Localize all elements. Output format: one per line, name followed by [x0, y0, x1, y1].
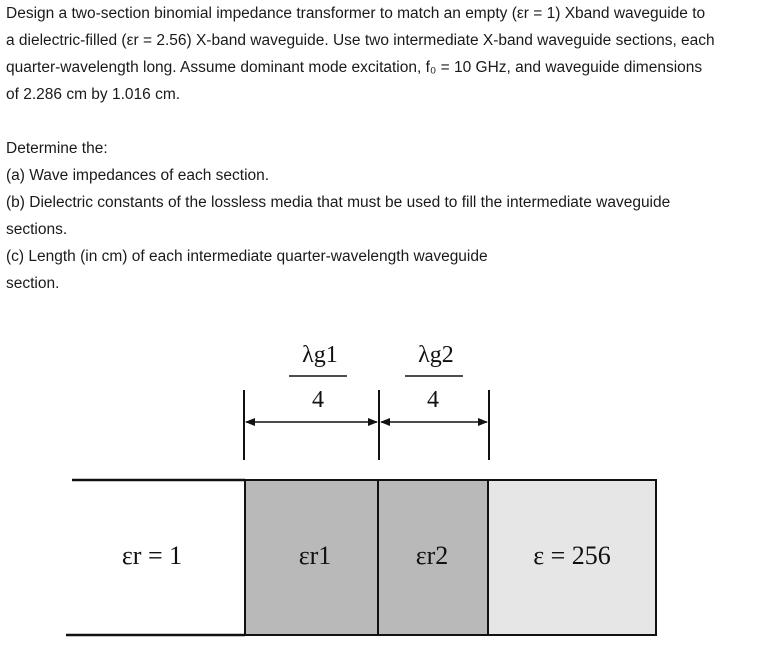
- problem-statement-line-4: of 2.286 cm by 1.016 cm.: [6, 86, 181, 103]
- problem-text: [6, 0, 776, 297]
- lambda-g2-label: λg2: [418, 342, 454, 368]
- lambda-g1-denominator: 4: [312, 387, 324, 413]
- lambda-g2-denominator: 4: [427, 387, 439, 413]
- region-1-permittivity-label: εr = 1: [121, 541, 183, 570]
- problem-statement-line-2: a dielectric-filled (εr = 2.56) X-band waveguide. Use two intermediate X-band waveguide sections, each: [6, 32, 715, 49]
- section-1-permittivity-label: εr1: [298, 541, 332, 570]
- problem-statement-line-1: Design a two-section binomial impedance transformer to match an empty (εr = 1) Xband waveguide to: [6, 5, 706, 22]
- part-b-line-2: sections.: [6, 221, 68, 238]
- spacer: [6, 108, 776, 135]
- waveguide-svg: [0, 300, 780, 652]
- part-c-line-1: (c) Length (in cm) of each intermediate quarter-wavelength waveguide: [6, 248, 488, 265]
- part-c-line-2: section.: [6, 275, 60, 292]
- region-2-permittivity-label: ε = 256: [533, 541, 611, 570]
- problem-statement-line-3: quarter-wavelength long. Assume dominant mode excitation, f₀ = 10 GHz, and waveguide dimensions: [6, 59, 703, 76]
- determine-heading: Determine the:: [6, 140, 108, 157]
- section-2-permittivity-label: εr2: [415, 541, 449, 570]
- part-a: (a) Wave impedances of each section.: [6, 167, 270, 184]
- lambda-g1-label: λg1: [302, 342, 338, 368]
- waveguide-diagram: [0, 300, 780, 652]
- part-b-line-1: (b) Dielectric constants of the lossless media that must be used to fill the intermediate waveguide: [6, 194, 671, 211]
